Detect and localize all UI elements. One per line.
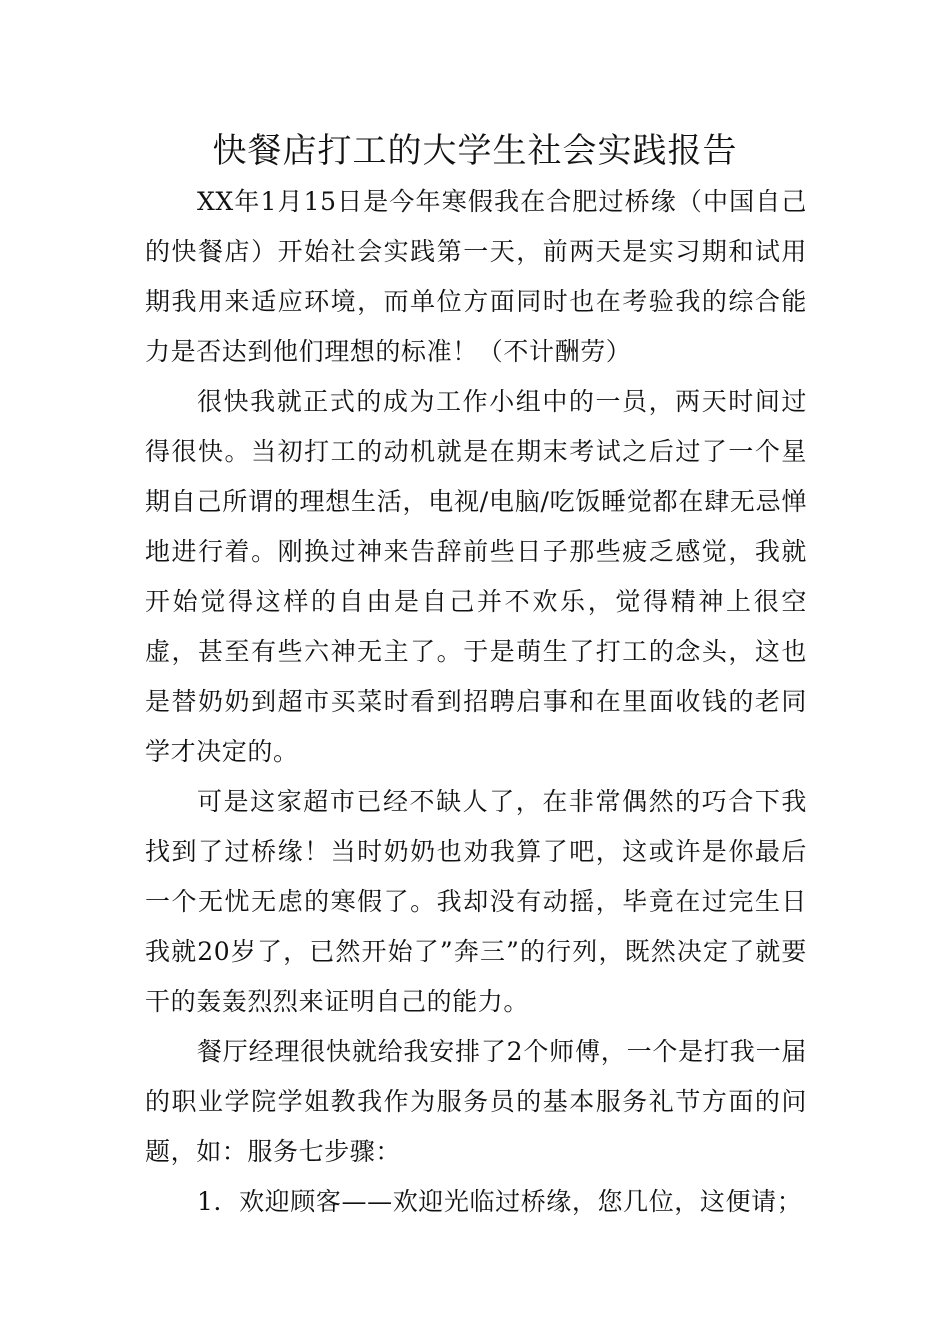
paragraph-3: 可是这家超市已经不缺人了，在非常偶然的巧合下我找到了过桥缘！当时奶奶也劝我算了吧，这或许是你最后一个无忧无虑的寒假了。我却没有动摇，毕竟在过完生日我就20岁了，已然开始了”奔三”的行列，既然决定了就要干的轰轰烈烈来证明自己的能力。 bbox=[145, 787, 807, 1016]
paragraph-1: XX年1月15日是今年寒假我在合肥过桥缘（中国自己的快餐店）开始社会实践第一天，前两天是实习期和试用期我用来适应环境，而单位方面同时也在考验我的综合能力是否达到他们理想的标准！（不计酬劳） bbox=[145, 187, 807, 366]
list-item-1: 1．欢迎顾客——欢迎光临过桥缘，您几位，这便请； bbox=[197, 1187, 803, 1216]
paragraph-4: 餐厅经理很快就给我安排了2个师傅，一个是打我一届的职业学院学姐教我作为服务员的基本服务礼节方面的问题，如：服务七步骤： bbox=[145, 1037, 807, 1166]
document-body bbox=[145, 177, 807, 1227]
document-title: 快餐店打工的大学生社会实践报告 bbox=[212, 131, 738, 171]
paragraph-2: 很快我就正式的成为工作小组中的一员，两天时间过得很快。当初打工的动机就是在期末考试之后过了一个星期自己所谓的理想生活，电视/电脑/吃饭睡觉都在肆无忌惮地进行着。刚换过神来告辞前些日子那些疲乏感觉，我就开始觉得这样的自由是自己并不欢乐，觉得精神上很空虚，甚至有些六神无主了。于是萌生了打工的念头，这也是替奶奶到超市买菜时看到招聘启事和在里面收钱的老同学才决定的。 bbox=[145, 387, 807, 766]
